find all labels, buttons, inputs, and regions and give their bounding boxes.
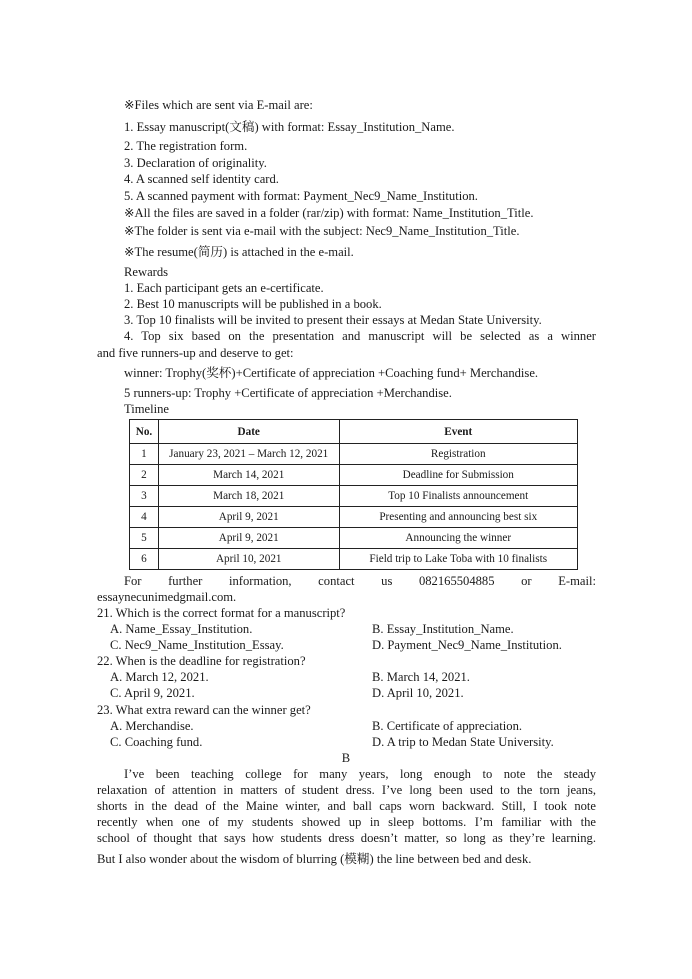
cell-event: Registration (339, 444, 578, 465)
cell-date: March 14, 2021 (158, 465, 339, 486)
files-item: 4. A scanned self identity card. (124, 172, 279, 186)
question-stem: 21. Which is the correct format for a manuscript? (97, 606, 346, 620)
question-stem: 23. What extra reward can the winner get? (97, 703, 311, 717)
question-option: D. Payment_Nec9_Name_Institution. (372, 638, 562, 652)
rewards-runners-up: 5 runners-up: Trophy +Certificate of appreciation +Merchandise. (124, 386, 452, 400)
files-heading: ※Files which are sent via E-mail are: (124, 98, 313, 112)
column-header: Date (158, 420, 339, 444)
cell-date: April 9, 2021 (158, 507, 339, 528)
question-option: A. March 12, 2021. (110, 670, 209, 684)
cell-date: April 10, 2021 (158, 549, 339, 570)
cell-no: 1 (130, 444, 159, 465)
question-option: A. Name_Essay_Institution. (110, 622, 253, 636)
question-option: B. Certificate of appreciation. (372, 719, 523, 733)
question-option: A. Merchandise. (110, 719, 194, 733)
question-option: B. March 14, 2021. (372, 670, 470, 684)
rewards-heading: Rewards (124, 265, 169, 279)
table-row (130, 465, 578, 486)
files-note: ※The resume(简历) is attached in the e-mail. (124, 245, 354, 259)
files-item: 5. A scanned payment with format: Payment_Nec9_Name_Institution. (124, 189, 478, 203)
timeline-table (129, 419, 578, 570)
rewards-item: 1. Each participant gets an e-certificate. (124, 281, 324, 295)
rewards-item: 2. Best 10 manuscripts will be published in a book. (124, 297, 382, 311)
cell-date: January 23, 2021 – March 12, 2021 (158, 444, 339, 465)
table-row (130, 549, 578, 570)
cell-no: 5 (130, 528, 159, 549)
files-item: 2. The registration form. (124, 139, 248, 153)
passage-line: recently when one of my students showed up in sleep bottoms. I’m familiar with the (97, 815, 596, 829)
contact-email: essaynecunimedgmail.com. (97, 590, 237, 604)
table-row (130, 486, 578, 507)
cell-event: Field trip to Lake Toba with 10 finalists (339, 549, 578, 570)
cell-no: 2 (130, 465, 159, 486)
cell-no: 3 (130, 486, 159, 507)
cell-event: Top 10 Finalists announcement (339, 486, 578, 507)
question-option: D. A trip to Medan State University. (372, 735, 554, 749)
question-option: D. April 10, 2021. (372, 686, 464, 700)
table-header-row (130, 420, 578, 444)
files-note: ※The folder is sent via e-mail with the subject: Nec9_Name_Institution_Title. (124, 224, 520, 238)
question-option: C. Nec9_Name_Institution_Essay. (110, 638, 284, 652)
cell-event: Deadline for Submission (339, 465, 578, 486)
cell-event: Announcing the winner (339, 528, 578, 549)
rewards-item: 3. Top 10 finalists will be invited to present their essays at Medan State University. (124, 313, 542, 327)
contact-line: For further information, contact us 082165504885 or E-mail: (124, 574, 596, 588)
timeline-heading: Timeline (124, 402, 170, 416)
table-row (130, 444, 578, 465)
question-option: B. Essay_Institution_Name. (372, 622, 514, 636)
cell-no: 4 (130, 507, 159, 528)
passage-line: relaxation of attention in matters of student dress. I’ve long been used to the torn jeans, (97, 783, 596, 797)
column-header: Event (339, 420, 578, 444)
question-option: C. Coaching fund. (110, 735, 203, 749)
question-stem: 22. When is the deadline for registration? (97, 654, 306, 668)
files-note: ※All the files are saved in a folder (rar/zip) with format: Name_Institution_Title. (124, 206, 534, 220)
table-row (130, 528, 578, 549)
question-option: C. April 9, 2021. (110, 686, 195, 700)
passage-line: I’ve been teaching college for many years, long enough to note the steady (124, 767, 596, 781)
rewards-item: and five runners-up and deserve to get: (97, 346, 294, 360)
passage-label: B (341, 751, 351, 765)
passage-line: school of thought that says how students dress doesn’t matter, so long as they’re learning. (97, 831, 596, 845)
cell-event: Presenting and announcing best six (339, 507, 578, 528)
table-row (130, 507, 578, 528)
files-item: 1. Essay manuscript(文稿) with format: Essay_Institution_Name. (124, 120, 455, 134)
cell-date: April 9, 2021 (158, 528, 339, 549)
rewards-item: 4. Top six based on the presentation and manuscript will be selected as a winner (124, 329, 596, 343)
files-item: 3. Declaration of originality. (124, 156, 267, 170)
passage-line: But I also wonder about the wisdom of blurring (模糊) the line between bed and desk. (97, 852, 532, 866)
cell-date: March 18, 2021 (158, 486, 339, 507)
cell-no: 6 (130, 549, 159, 570)
column-header: No. (130, 420, 159, 444)
passage-line: shorts in the dead of the Maine winter, and ball caps worn backward. Still, I took note (97, 799, 596, 813)
rewards-winner: winner: Trophy(奖杯)+Certificate of appreciation +Coaching fund+ Merchandise. (124, 366, 539, 380)
